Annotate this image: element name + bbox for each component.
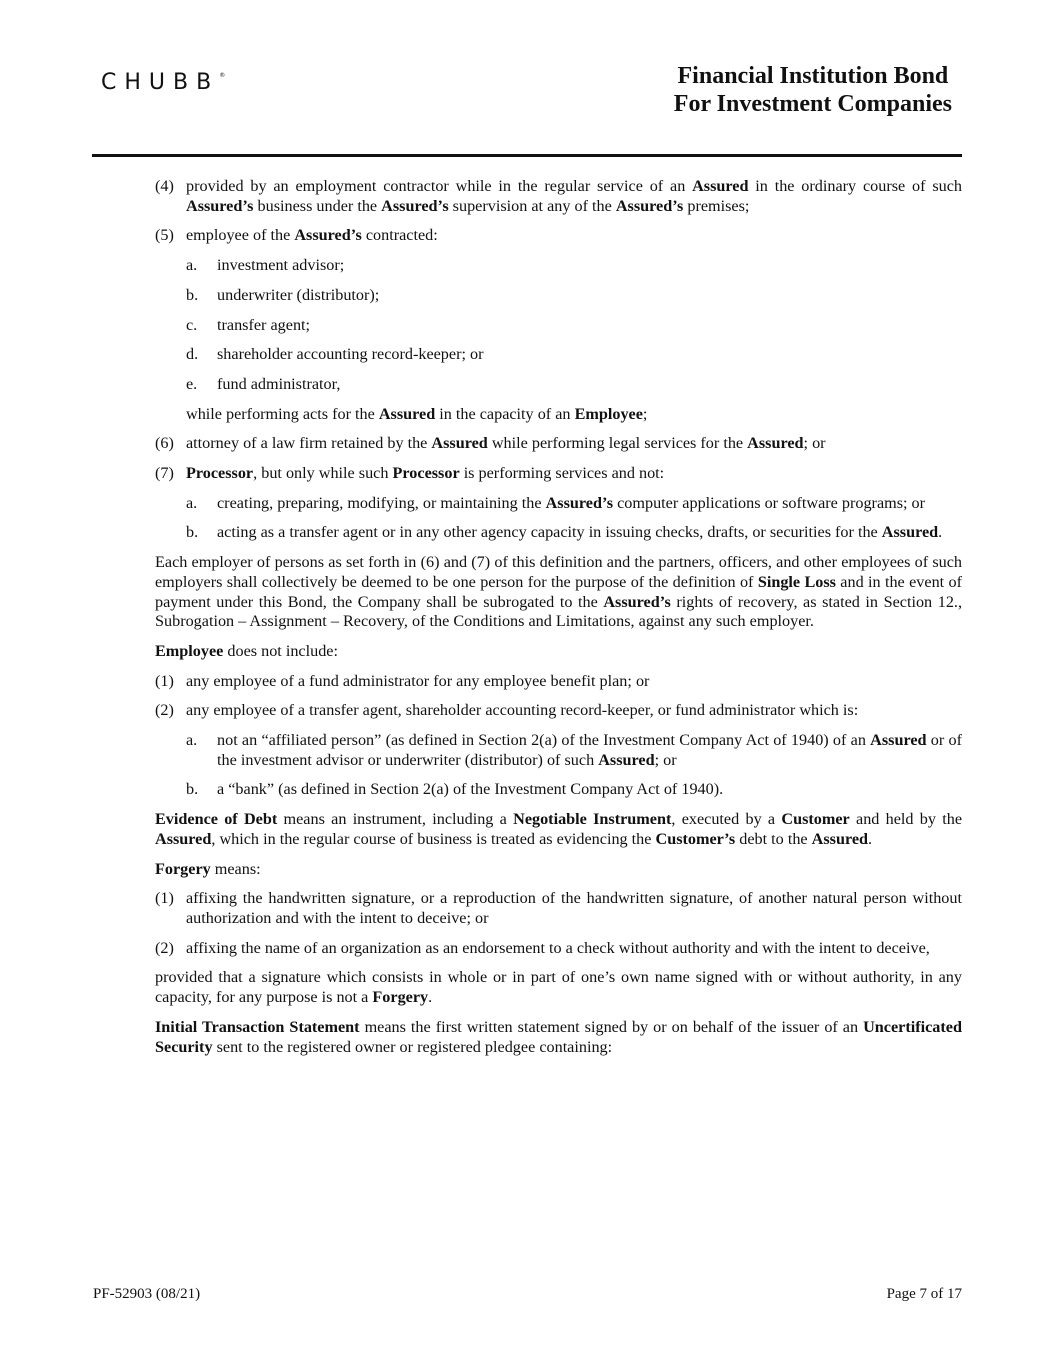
defined-term: Evidence of Debt [155, 810, 278, 829]
list-item [155, 464, 962, 484]
defined-term: Uncertificated Security [155, 1017, 962, 1056]
logo-text: CHUBB [101, 70, 220, 95]
sub-item [155, 375, 962, 395]
defined-term: Customer [781, 810, 850, 829]
chubb-logo [101, 70, 225, 95]
defined-term: Employee [574, 404, 643, 423]
text: a “bank” (as defined in Section 2(a) of the Investment Company Act of 1940). [217, 780, 724, 799]
defined-term: Assured [155, 829, 212, 848]
item-number: (2) [155, 938, 174, 957]
defined-term: Assured [692, 177, 749, 195]
text: is performing services and not: [459, 464, 665, 483]
text: supervision at any of the [448, 196, 616, 215]
document-body [155, 177, 962, 1067]
text: acting as a transfer agent or in any other agency capacity in issuing checks, drafts, or securities for the [217, 523, 882, 542]
text: ; or [654, 750, 677, 769]
page-number: Page 7 of 17 [886, 1286, 962, 1302]
item-number: (4) [155, 177, 174, 195]
text: creating, preparing, modifying, or maintaining the [217, 493, 546, 512]
text: provided by an employment contractor while in the regular service of an [186, 177, 693, 195]
sub-letter: a. [186, 493, 198, 512]
defined-term: Assured [881, 523, 939, 542]
defined-term: Negotiable Instrument [513, 810, 672, 829]
text: . [938, 523, 943, 542]
defined-term: Forgery [155, 859, 211, 878]
text: or of the investment advisor or underwriter (distributor) of such [217, 731, 962, 769]
text: affixing the name of an organization as an endorsement to a check without authority and with the intent to deceive, [186, 938, 930, 957]
item-number: (1) [155, 671, 174, 690]
sub-item [155, 286, 962, 306]
sub-letter: b. [186, 780, 199, 799]
text: computer applications or software programs; or [613, 493, 926, 512]
item-number: (1) [155, 889, 174, 908]
text: ; or [803, 434, 826, 453]
defined-term: Assured’s [294, 226, 362, 245]
text: , but only while such [253, 464, 393, 483]
list-item [155, 889, 962, 928]
text: investment advisor; [217, 256, 345, 275]
text: means: [210, 859, 261, 878]
sub-item [155, 494, 962, 514]
defined-term: Assured [431, 434, 488, 453]
defined-term: Initial Transaction Statement [155, 1017, 360, 1036]
text: sent to the registered owner or registered pledgee containing: [212, 1037, 613, 1056]
text: provided that a signature which consists in whole or in part of one’s own name signed with or without authority, in any capacity, for any purpose is not a [155, 968, 962, 1007]
defined-term: Assured [378, 404, 436, 423]
text: , which in the regular course of business is treated as evidencing the [211, 829, 656, 848]
item-number: (2) [155, 701, 174, 720]
text: Each employer of persons as set forth in (6) and (7) of this definition and the partners, officers, and other employees of such employers shall collectively be deemed to be one person for the purpose of the definition of [155, 553, 962, 591]
defined-term: Employee [155, 641, 224, 660]
defined-term: Customer’s [655, 829, 736, 848]
text: does not include: [223, 641, 338, 660]
defined-term: Processor [186, 464, 254, 483]
text: while performing acts for the [186, 404, 379, 423]
defined-term: Assured’s [615, 196, 684, 215]
text: affixing the handwritten signature, or a reproduction of the handwritten signature, of another natural person without authorization and with the intent to deceive; or [186, 889, 962, 927]
defined-term: Forgery [372, 988, 429, 1007]
item-number: (5) [155, 226, 174, 245]
list-item [155, 177, 962, 216]
defined-term: Assured [747, 434, 804, 453]
paragraph [155, 642, 962, 662]
sub-letter: d. [186, 345, 199, 364]
text: business under the [253, 196, 382, 215]
paragraph [155, 553, 962, 632]
sub-item [155, 345, 962, 365]
sub-letter: c. [186, 315, 198, 334]
defined-term: Assured [811, 829, 869, 848]
list-item [155, 672, 962, 692]
continuation-text [155, 405, 962, 425]
text: fund administrator, [217, 374, 341, 393]
text: and held by the [849, 810, 963, 829]
item-number: (7) [155, 464, 174, 483]
registered-mark: ® [219, 72, 226, 79]
sub-item [155, 731, 962, 770]
paragraph [155, 968, 962, 1007]
text: in the capacity of an [435, 404, 575, 423]
sub-item [155, 523, 962, 543]
sub-letter: b. [186, 523, 199, 542]
list-item [155, 226, 962, 246]
sub-item [155, 780, 962, 800]
title-line-1: Financial Institution Bond [677, 63, 949, 89]
defined-term: Assured’s [603, 592, 671, 611]
text: debt to the [735, 829, 812, 848]
text: any employee of a fund administrator for any employee benefit plan; or [186, 671, 650, 690]
form-number: PF-52903 (08/21) [93, 1286, 201, 1302]
header-divider [92, 154, 962, 157]
paragraph [155, 810, 962, 849]
list-item [155, 701, 962, 721]
text: in the ordinary course of such [748, 177, 962, 195]
text: contracted: [361, 226, 438, 245]
item-number: (6) [155, 434, 174, 453]
sub-letter: a. [186, 731, 198, 750]
text: means an instrument, including a [277, 810, 514, 829]
defined-term: Assured’s [186, 196, 254, 215]
defined-term: Processor [392, 464, 460, 483]
paragraph [155, 1018, 962, 1057]
text: rights of recovery, as stated in Section 12., Subrogation – Assignment – Recovery, of the Conditions and Limitations, against any such employer. [155, 592, 963, 631]
sub-letter: a. [186, 256, 198, 275]
defined-term: Assured [598, 750, 655, 769]
list-item [155, 434, 962, 454]
sub-item [155, 316, 962, 336]
document-title [674, 62, 952, 118]
text: means the first written statement signed by or on behalf of the issuer of an [359, 1017, 864, 1036]
defined-term: Single Loss [757, 572, 836, 591]
text: premises; [683, 196, 750, 215]
text: employee of the [186, 226, 295, 245]
text: not an “affiliated person” (as defined in Section 2(a) of the Investment Company Act of 1940) of an [217, 731, 871, 750]
defined-term: Assured [870, 731, 927, 750]
title-line-2: For Investment Companies [673, 91, 952, 117]
text: . [868, 829, 873, 848]
sub-item [155, 256, 962, 276]
text: and in the event of payment under this Bond, the Company shall be subrogated to the [155, 572, 962, 611]
text: underwriter (distributor); [217, 285, 380, 304]
text: shareholder accounting record-keeper; or [217, 345, 484, 364]
text: transfer agent; [217, 315, 311, 334]
defined-term: Assured’s [381, 196, 449, 215]
paragraph [155, 860, 962, 880]
text: , executed by a [671, 810, 782, 829]
text: while performing legal services for the [487, 434, 748, 453]
text: . [428, 988, 433, 1007]
text: any employee of a transfer agent, shareholder accounting record-keeper, or fund administrator which is: [186, 701, 859, 720]
sub-letter: b. [186, 285, 199, 304]
text: ; [642, 404, 648, 423]
sub-letter: e. [186, 374, 198, 393]
list-item [155, 939, 962, 959]
text: attorney of a law firm retained by the [186, 434, 432, 453]
defined-term: Assured’s [545, 493, 614, 512]
